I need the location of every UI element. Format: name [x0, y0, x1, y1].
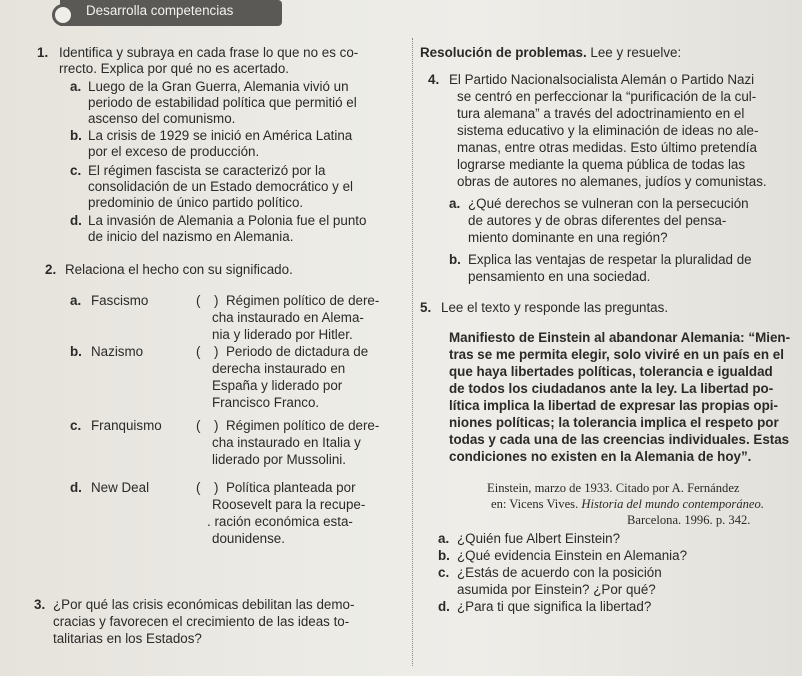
q4-b-text: Explica las ventajas de respetar la pluralidad de	[468, 252, 752, 267]
q1-b-text: La crisis de 1929 se inició en América Latina	[88, 128, 353, 143]
question-4-text: lograrse mediante la quema pública de todas las	[457, 157, 746, 172]
quote-text: todas y cada una de las creencias individuales. Estas	[449, 432, 790, 447]
question-2-number: 2.	[45, 262, 57, 277]
column-divider	[412, 38, 414, 666]
quote-text: condiciones no existen en la Alemania de hoy”.	[449, 449, 752, 464]
quote-text: que haya libertades políticas, tolerancia e igualdad	[449, 364, 773, 379]
q2-a-term: Fascismo	[91, 293, 149, 308]
q1-a-letter: a.	[70, 79, 82, 94]
quote-text: de todos los ciudadanos ante la ley. La libertad po-	[449, 381, 774, 396]
q5-d-text: ¿Para ti que significa la libertad?	[457, 599, 652, 614]
q4-a-text: de autores y de obras diferentes del pensa-	[468, 213, 727, 228]
q2-c-term: Franquismo	[91, 418, 162, 433]
q2-d-term: New Deal	[91, 480, 150, 495]
q2-c-meaning: liderado por Mussolini.	[212, 452, 346, 467]
q5-c-text: asumida por Einstein? ¿Por qué?	[457, 582, 656, 597]
problem-solving-title: Resolución de problemas.	[420, 45, 587, 60]
question-4-text: El Partido Nacionalsocialista Alemán o Partido Nazi	[449, 72, 755, 87]
q5-a-letter: a.	[438, 531, 450, 546]
section-circle-icon	[52, 4, 74, 26]
q1-d-text: de inicio del nazismo en Alemania.	[88, 229, 294, 244]
quote-title: Manifiesto de Einstein al abandonar Alemania:	[449, 330, 745, 345]
q2-b-meaning: España y liderado por	[212, 378, 343, 393]
q2-c-letter: c.	[70, 418, 82, 433]
einstein-quote-first-line	[449, 330, 790, 346]
q2-d-answer-paren-open[interactable]: (	[196, 480, 201, 495]
question-1-number: 1.	[37, 45, 49, 60]
q2-a-answer-paren-close: )	[214, 293, 219, 308]
citation-line-2	[491, 496, 764, 512]
q5-c-letter: c.	[438, 565, 450, 580]
q2-d-meaning: Política planteada por	[226, 480, 356, 495]
q2-c-answer-paren-open[interactable]: (	[196, 418, 201, 433]
q5-d-letter: d.	[438, 599, 450, 614]
q2-b-term: Nazismo	[91, 344, 144, 359]
q1-a-text: Luego de la Gran Guerra, Alemania vivió un	[88, 79, 349, 94]
q5-b-text: ¿Qué evidencia Einstein en Alemania?	[457, 548, 688, 563]
q1-b-letter: b.	[70, 128, 82, 143]
q2-b-answer-paren-open[interactable]: (	[196, 344, 201, 359]
q1-d-letter: d.	[70, 213, 82, 228]
question-1-text: rrecto. Explica por qué no es acertado.	[59, 61, 290, 76]
question-1-text: Identifica y subraya en cada frase lo que no es co-	[59, 45, 359, 60]
q1-c-letter: c.	[70, 163, 82, 178]
problem-solving-heading	[420, 45, 681, 61]
q2-d-meaning: . ración económica esta-	[207, 514, 353, 529]
citation: Einstein, marzo de 1933. Citado por A. Fernández	[487, 481, 740, 495]
q2-c-meaning: cha instaurado en Italia y	[212, 435, 361, 450]
quote-text: tras se me permita elegir, solo viviré en un país en el	[449, 347, 784, 362]
q2-d-answer-paren-close: )	[214, 480, 219, 495]
q4-a-text: ¿Qué derechos se vulneran con la persecución	[468, 196, 749, 211]
q4-a-letter: a.	[449, 196, 461, 211]
question-2-text: Relaciona el hecho con su significado.	[65, 262, 293, 277]
question-5-text: Lee el texto y responde las preguntas.	[441, 300, 669, 315]
question-3-text: cracias y favorecen el crecimiento de las ideas to-	[53, 614, 350, 629]
citation-book-title: Historia del mundo contemporáneo.	[581, 497, 764, 511]
q2-b-meaning: Francisco Franco.	[212, 395, 320, 410]
quote-text: niones políticas; la tolerancia implica el respeto por	[449, 415, 779, 430]
q2-a-meaning: Régimen político de dere-	[226, 293, 380, 308]
q1-d-text: La invasión de Alemania a Polonia fue el punto	[88, 213, 367, 228]
problem-solving-instruction: Lee y resuelve:	[586, 45, 682, 60]
q2-a-meaning: cha instaurado en Alema-	[212, 310, 364, 325]
question-3-text: talitarias en los Estados?	[53, 631, 202, 646]
q5-b-letter: b.	[438, 548, 450, 563]
q1-c-text: consolidación de un Estado democrático y el	[88, 179, 353, 194]
q2-b-answer-paren-close: )	[214, 344, 219, 359]
q2-b-meaning: Periodo de dictadura de	[226, 344, 369, 359]
question-4-text: se centró en perfeccionar la “purificación de la cul-	[457, 89, 757, 104]
question-3-number: 3.	[34, 597, 46, 612]
citation: en: Vicens Vives.	[491, 497, 582, 511]
q2-b-letter: b.	[70, 344, 82, 359]
q1-a-text: ascenso del comunismo.	[88, 111, 236, 126]
q2-a-meaning: nia y liderado por Hitler.	[212, 327, 353, 342]
q2-c-answer-paren-close: )	[214, 418, 219, 433]
quote-text: “Mien-	[748, 330, 791, 345]
q4-b-letter: b.	[449, 252, 461, 267]
q2-c-meaning: Régimen político de dere-	[226, 418, 380, 433]
q4-a-text: miento dominante en una región?	[468, 230, 668, 245]
question-4-number: 4.	[428, 72, 440, 87]
citation: Barcelona. 1996. p. 342.	[627, 513, 751, 527]
q2-d-meaning: dounidense.	[212, 531, 285, 546]
question-4-text: manas, entre otras medidas. Esto último pretendía	[457, 140, 757, 155]
q2-d-letter: d.	[70, 480, 82, 495]
section-title: Desarrolla competencias	[86, 3, 234, 18]
question-4-text: obras de autores no alemanes, judíos y comunistas.	[457, 174, 767, 189]
q5-c-text: ¿Estás de acuerdo con la posición	[457, 565, 662, 580]
q1-b-text: por el exceso de producción.	[88, 144, 260, 159]
q1-a-text: periodo de estabilidad política que permitió el	[88, 95, 357, 110]
q2-b-meaning: derecha instaurado en	[212, 361, 346, 376]
q5-a-text: ¿Quién fue Albert Einstein?	[457, 531, 621, 546]
q1-c-text: predominio de único partido político.	[88, 195, 304, 210]
question-4-text: tura alemana” a través del adoctrinamiento en el	[457, 106, 745, 121]
q1-c-text: El régimen fascista se caracterizó por la	[88, 163, 326, 178]
q4-b-text: pensamiento en una sociedad.	[468, 269, 651, 284]
question-3-text: ¿Por qué las crisis económicas debilitan las demo-	[53, 597, 355, 612]
q2-d-meaning: Roosevelt para la recupe-	[212, 497, 366, 512]
question-5-number: 5.	[420, 300, 432, 315]
quote-text: lítica implica la libertad de expresar las propias opi-	[449, 398, 778, 413]
question-4-text: sistema educativo y la eliminación de ideas no ale-	[457, 123, 759, 138]
q2-a-letter: a.	[70, 293, 82, 308]
q2-a-answer-paren-open[interactable]: (	[196, 293, 201, 308]
